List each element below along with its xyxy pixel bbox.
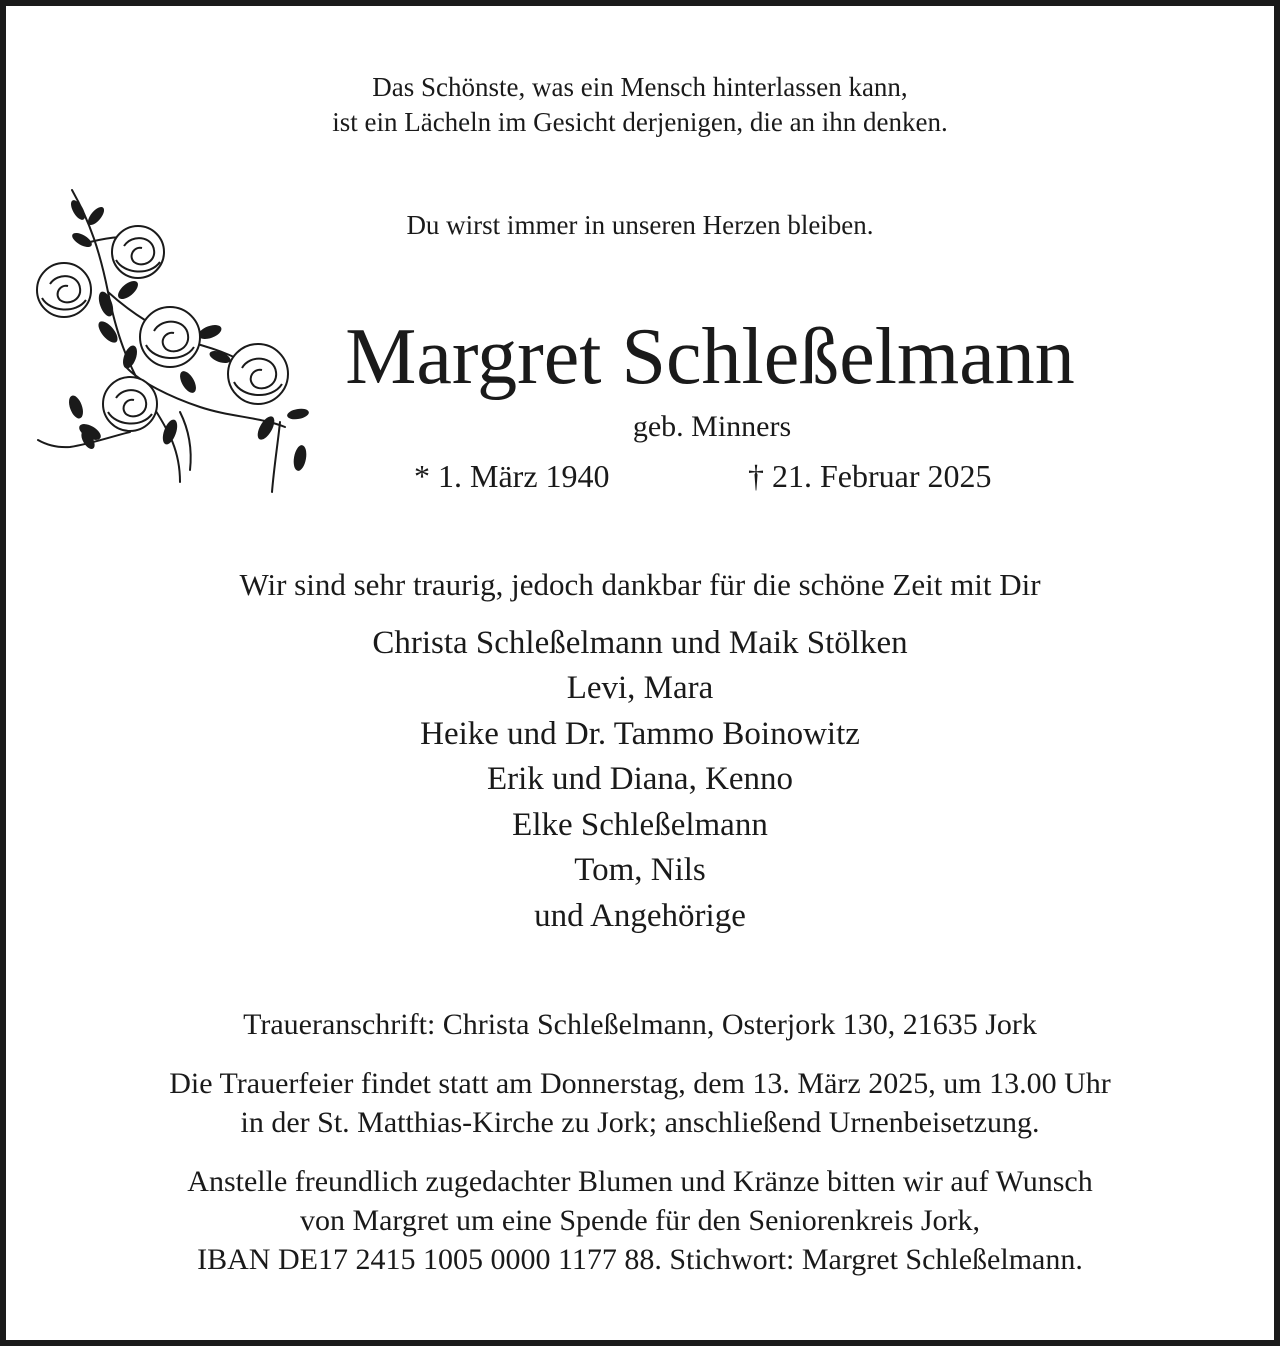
mourner-name: Erik und Diana, Kenno (486, 761, 794, 797)
ceremony-line-2: in der St. Matthias-Kirche zu Jork; anschließend Urnenbeisetzung. (240, 1106, 1040, 1139)
mourner-name: und Angehörige (534, 898, 746, 934)
quote-line-2: ist ein Lächeln im Gesicht derjenigen, die an ihn denken. (332, 107, 948, 137)
donation-line-1: Anstelle freundlich zugedachter Blumen und Kränze bitten wir auf Wunsch (187, 1165, 1093, 1198)
birth-name: geb. Minners (632, 410, 792, 443)
death-date: † 21. Februar 2025 (748, 458, 992, 494)
mourners-intro: Wir sind sehr traurig, jedoch dankbar für die schöne Zeit mit Dir (239, 567, 1041, 602)
mourner-name: Christa Schleßelmann und Maik Stölken (372, 625, 908, 661)
quote-line-1: Das Schönste, was ein Mensch hinterlassen kann, (372, 72, 908, 102)
mourner-name: Levi, Mara (566, 670, 714, 706)
mourner-name: Elke Schleßelmann (512, 807, 768, 843)
heart-line: Du wirst immer in unseren Herzen bleiben. (406, 210, 874, 240)
mourner-name: Heike und Dr. Tammo Boinowitz (420, 716, 860, 752)
donation-line-3: IBAN DE17 2415 1005 0000 1177 88. Stichwort: Margret Schleßelmann. (197, 1243, 1083, 1276)
mourning-address: Traueranschrift: Christa Schleßelmann, Osterjork 130, 21635 Jork (243, 1008, 1037, 1041)
deceased-name: Margret Schleßelmann (345, 313, 1075, 401)
birth-date: * 1. März 1940 (414, 458, 610, 494)
donation-line-2: von Margret um eine Spende für den Seniorenkreis Jork, (299, 1204, 981, 1237)
ceremony-line-1: Die Trauerfeier findet statt am Donnerstag, dem 13. März 2025, um 13.00 Uhr (169, 1067, 1111, 1100)
mourner-name: Tom, Nils (574, 852, 706, 888)
